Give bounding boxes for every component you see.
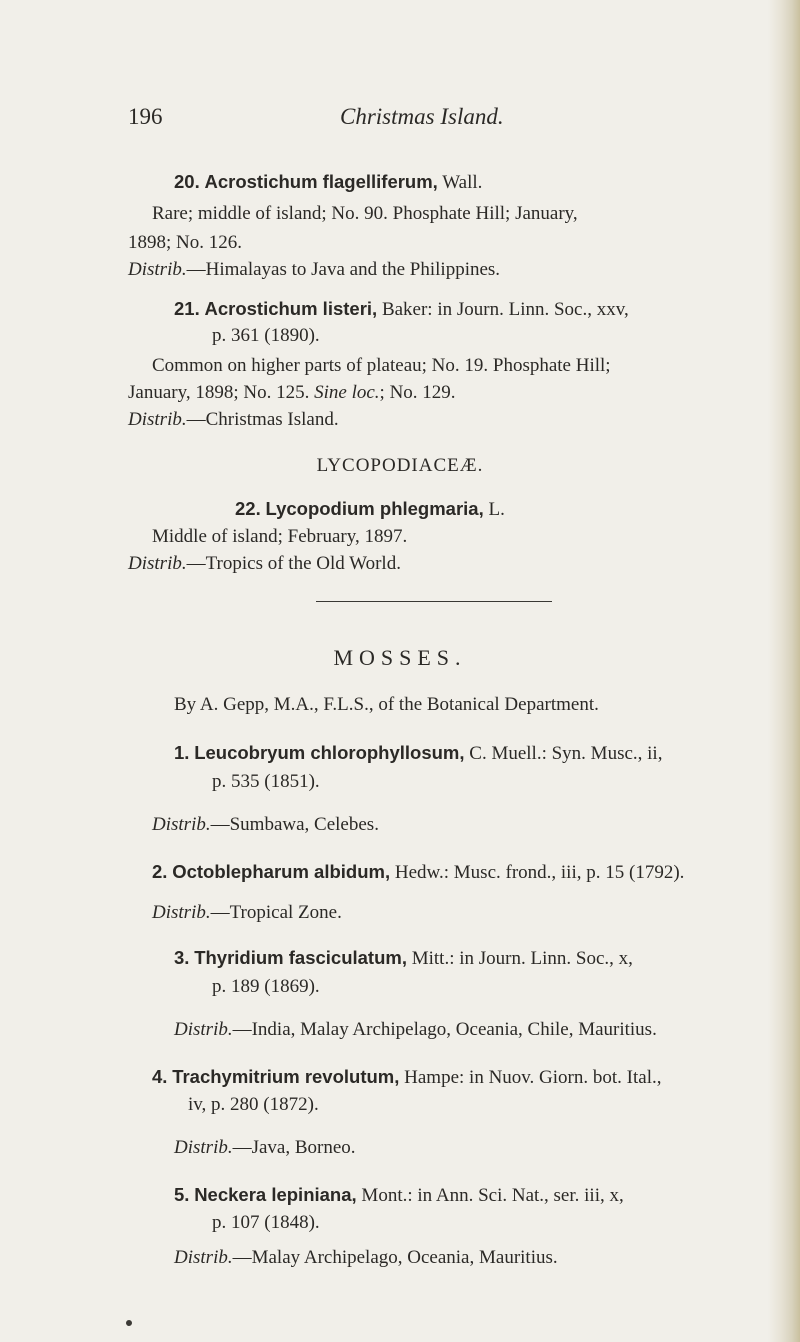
distribution: Distrib.—Christmas Island.: [128, 409, 339, 430]
distribution: Distrib.—India, Malay Archipelago, Oceania, Chile, Mauritius.: [174, 1019, 657, 1040]
entry-text: January, 1898; No. 125. Sine loc.; No. 129.: [128, 382, 456, 403]
entry-text: 1898; No. 126.: [128, 232, 242, 253]
entry-heading: 22. Lycopodium phlegmaria, L.: [235, 498, 505, 520]
page-number: 196: [128, 104, 163, 129]
species-name: Trachymitrium revolutum,: [172, 1066, 400, 1087]
section-divider: [316, 601, 552, 602]
entry-text: Common on higher parts of plateau; No. 19. Phosphate Hill;: [152, 355, 611, 376]
page-speck: [126, 1320, 132, 1326]
distribution: Distrib.—Sumbawa, Celebes.: [152, 814, 379, 835]
entry-heading: 21. Acrostichum listeri, Baker: in Journ. Linn. Soc., xxv,: [174, 298, 629, 320]
section-heading: MOSSES.: [333, 645, 467, 670]
distribution: Distrib.—Tropical Zone.: [152, 902, 342, 923]
entry-heading: 4. Trachymitrium revolutum, Hampe: in Nuov. Giorn. bot. Ital.,: [152, 1066, 662, 1088]
entry-text: iv, p. 280 (1872).: [188, 1094, 319, 1115]
entry-heading: 1. Leucobryum chlorophyllosum, C. Muell.: Syn. Musc., ii,: [174, 742, 663, 764]
entry-heading: 2. Octoblepharum albidum, Hedw.: Musc. frond., iii, p. 15 (1792).: [152, 861, 685, 883]
entry-text: p. 189 (1869).: [212, 976, 320, 997]
family-heading: LYCOPODIACEÆ.: [316, 455, 484, 476]
byline: By A. Gepp, M.A., F.L.S., of the Botanical Department.: [174, 694, 599, 715]
species-name: Thyridium fasciculatum,: [194, 947, 407, 968]
distribution: Distrib.—Tropics of the Old World.: [128, 553, 401, 574]
entry-text: p. 107 (1848).: [212, 1212, 320, 1233]
species-name: Leucobryum chlorophyllosum,: [194, 742, 465, 763]
entry-heading: 5. Neckera lepiniana, Mont.: in Ann. Sci. Nat., ser. iii, x,: [174, 1184, 624, 1206]
distribution: Distrib.—Himalayas to Java and the Philippines.: [128, 259, 501, 280]
entry-heading: 3. Thyridium fasciculatum, Mitt.: in Journ. Linn. Soc., x,: [174, 947, 633, 969]
entry-text: Middle of island; February, 1897.: [152, 526, 408, 547]
entry-heading: 20. Acrostichum flagelliferum, Wall.: [174, 171, 483, 193]
entry-text: Rare; middle of island; No. 90. Phosphate Hill; January,: [152, 203, 578, 224]
page-edge-shading: [768, 0, 800, 1342]
species-name: Neckera lepiniana,: [194, 1184, 357, 1205]
page-header: [0, 104, 800, 144]
running-title: Christmas Island.: [340, 104, 504, 129]
species-name: Lycopodium phlegmaria,: [265, 498, 484, 519]
entry-text: p. 361 (1890).: [212, 325, 320, 346]
species-name: Acrostichum listeri,: [204, 298, 378, 319]
distribution: Distrib.—Java, Borneo.: [174, 1137, 356, 1158]
species-name: Octoblepharum albidum,: [172, 861, 391, 882]
species-name: Acrostichum flagelliferum,: [204, 171, 438, 192]
entry-text: p. 535 (1851).: [212, 771, 320, 792]
distribution: Distrib.—Malay Archipelago, Oceania, Mauritius.: [174, 1247, 558, 1268]
